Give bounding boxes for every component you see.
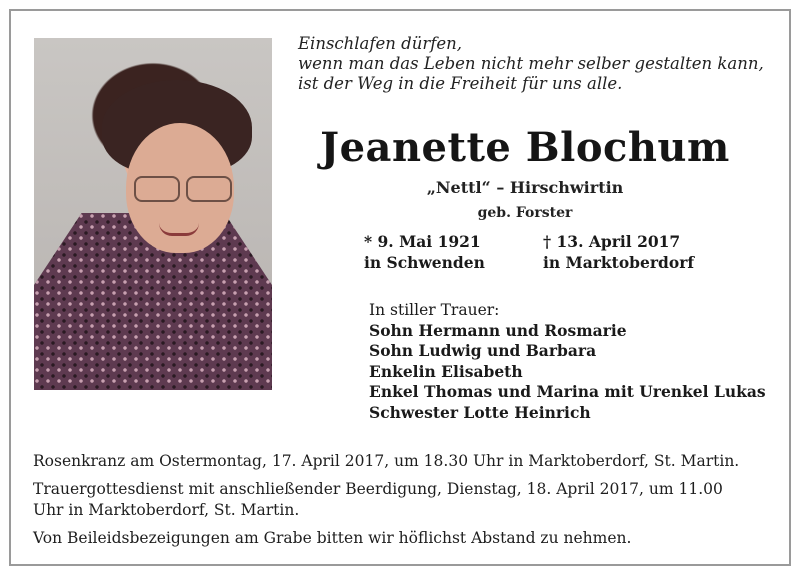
birth-place: in Schwenden — [364, 253, 485, 272]
portrait-photo — [34, 38, 272, 390]
condolence-request: Von Beileidsbezeigungen am Grabe bitten wir höflichst Abstand zu nehmen. — [33, 529, 632, 547]
deceased-nickname: „Nettl“ – Hirschwirtin — [426, 178, 624, 197]
death-info — [543, 231, 694, 273]
mourners-block — [369, 300, 766, 423]
service-info — [33, 451, 773, 549]
poem-line: Einschlafen dürfen, — [298, 34, 462, 53]
death-date: † 13. April 2017 — [543, 232, 681, 251]
mourner: Enkelin Elisabeth — [369, 361, 523, 381]
mourner: Enkel Thomas und Marina mit Urenkel Lukas — [369, 382, 766, 401]
poem-line: ist der Weg in die Freiheit für uns alle. — [298, 74, 623, 93]
funeral-service-line: Trauergottesdienst mit anschließender Beerdigung, Dienstag, 18. April 2017, um 11.00 — [33, 480, 723, 498]
birth-date: * 9. Mai 1921 — [364, 232, 481, 251]
glasses — [134, 176, 234, 198]
mourner: Sohn Ludwig und Barbara — [369, 341, 597, 360]
funeral-service-line: Uhr in Marktoberdorf, St. Martin. — [33, 501, 300, 519]
mourners-intro: In stiller Trauer: — [369, 301, 500, 319]
birth-name: geb. Forster — [477, 205, 573, 221]
deceased-name: Jeanette Blochum — [320, 124, 730, 171]
birth-info — [364, 231, 485, 273]
poem — [298, 34, 778, 94]
mourner: Schwester Lotte Heinrich — [369, 402, 591, 422]
death-place: in Marktoberdorf — [543, 253, 695, 272]
rosary-notice: Rosenkranz am Ostermontag, 17. April 2017, um 18.30 Uhr in Marktoberdorf, St. Martin. — [33, 452, 740, 470]
poem-line: wenn man das Leben nicht mehr selber gestalten kann, — [298, 54, 764, 73]
mourner: Sohn Hermann und Rosmarie — [369, 320, 627, 340]
